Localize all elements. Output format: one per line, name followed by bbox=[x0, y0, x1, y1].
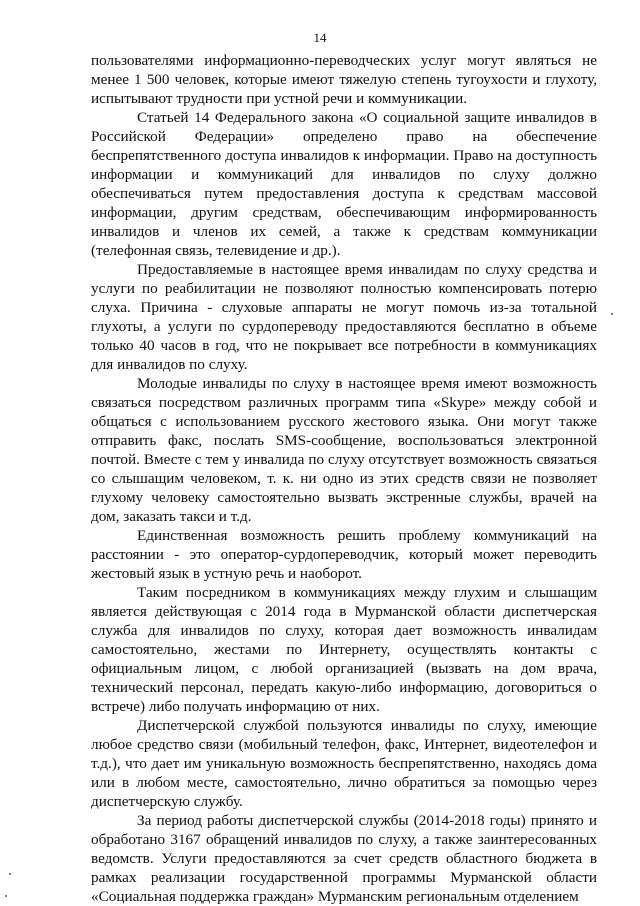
paragraph-sign-operator: Единственная возможность решить проблему коммуникаций на расстоянии - это оператор-сурдопереводчик, который может переводить жестовый язык в устную речь и наоборот. bbox=[91, 527, 597, 582]
paragraph-service-users: Диспетчерской службой пользуются инвалиды по слуху, имеющие любое средство связи (мобильный телефон, факс, Интернет, видеотелефон и т.д.), что дает им уникальную возможность беспрепятственно, находясь дома или в любом месте, самостоятельно, лично обратиться за помощью через диспетчерскую службу. bbox=[91, 717, 597, 810]
paragraph-rehabilitation-services: Предоставляемые в настоящее время инвалидам по слуху средства и услуги по реабилитации не позволяют полностью компенсировать потерю слуха. Причина - слуховые аппараты не могут помочь из-за тотальной глухоты, а услуги по сурдопереводу предоставляются бесплатно в объеме только 40 часов в год, что не покрывает все потребности в коммуникациях для инвалидов по слуху. bbox=[91, 261, 597, 373]
paragraph-federal-law: Статьей 14 Федерального закона «О социальной защите инвалидов в Российской Федерации» определено право на обеспечение беспрепятственного доступа инвалидов к информации. Право на доступность информации и коммуникаций для инвалидов по слуху должно обеспечиваться путем предоставления доступа к средствам массовой информации, другим средствам, обеспечивающим информированность инвалидов и членов их семей, а также к средствам коммуникации (телефонная связь, телевидение и др.). bbox=[91, 109, 597, 259]
paragraph-work-period: За период работы диспетчерской службы (2014-2018 годы) принято и обработано 3167 обращений инвалидов по слуху, а также заинтересованных ведомств. Услуги предоставляются за счет средств областного бюджета в рамках реализации государственной программы Мурманской области «Социальная поддержка граждан» Мурманским региональным отделением bbox=[91, 812, 597, 905]
scan-speck bbox=[5, 895, 7, 897]
paragraph-dispatch-service: Таким посредником в коммуникациях между глухим и слышащим является действующая с 2014 года в Мурманской области диспетчерская служба для инвалидов по слуху, которая дает возможность инвалидам самостоятельно, жестами по Интернету, осуществлять контакты с официальным лицом, с любой организацией (вызвать на дом врача, технический персонал, передать какую-либо информацию, договориться о встрече) либо получать информацию от них. bbox=[91, 584, 597, 715]
scan-speck bbox=[9, 873, 11, 875]
scan-speck bbox=[611, 313, 613, 315]
paragraph-continuation: пользователями информационно-переводческих услуг могут являться не менее 1 500 человек, которые имеют тяжелую степень тугоухости и глухоту, испытывают трудности при устной речи и коммуникации. bbox=[91, 52, 597, 107]
page-number: 14 bbox=[313, 30, 327, 45]
body-text bbox=[91, 51, 597, 906]
paragraph-young-disabled: Молодые инвалиды по слуху в настоящее время имеют возможность связаться посредством различных программ типа «Skype» между собой и общаться с использованием русского жестового языка. Они могут также отправить факс, послать SMS-сообщение, воспользоваться электронной почтой. Вместе с тем у инвалида по слуху отсутствует возможность связаться со слышащим человеком, т. к. ни одно из этих средств связи не позволяет глухому человеку самостоятельно вызвать экстренные службы, врачей на дом, заказать такси и т.д. bbox=[91, 375, 597, 525]
